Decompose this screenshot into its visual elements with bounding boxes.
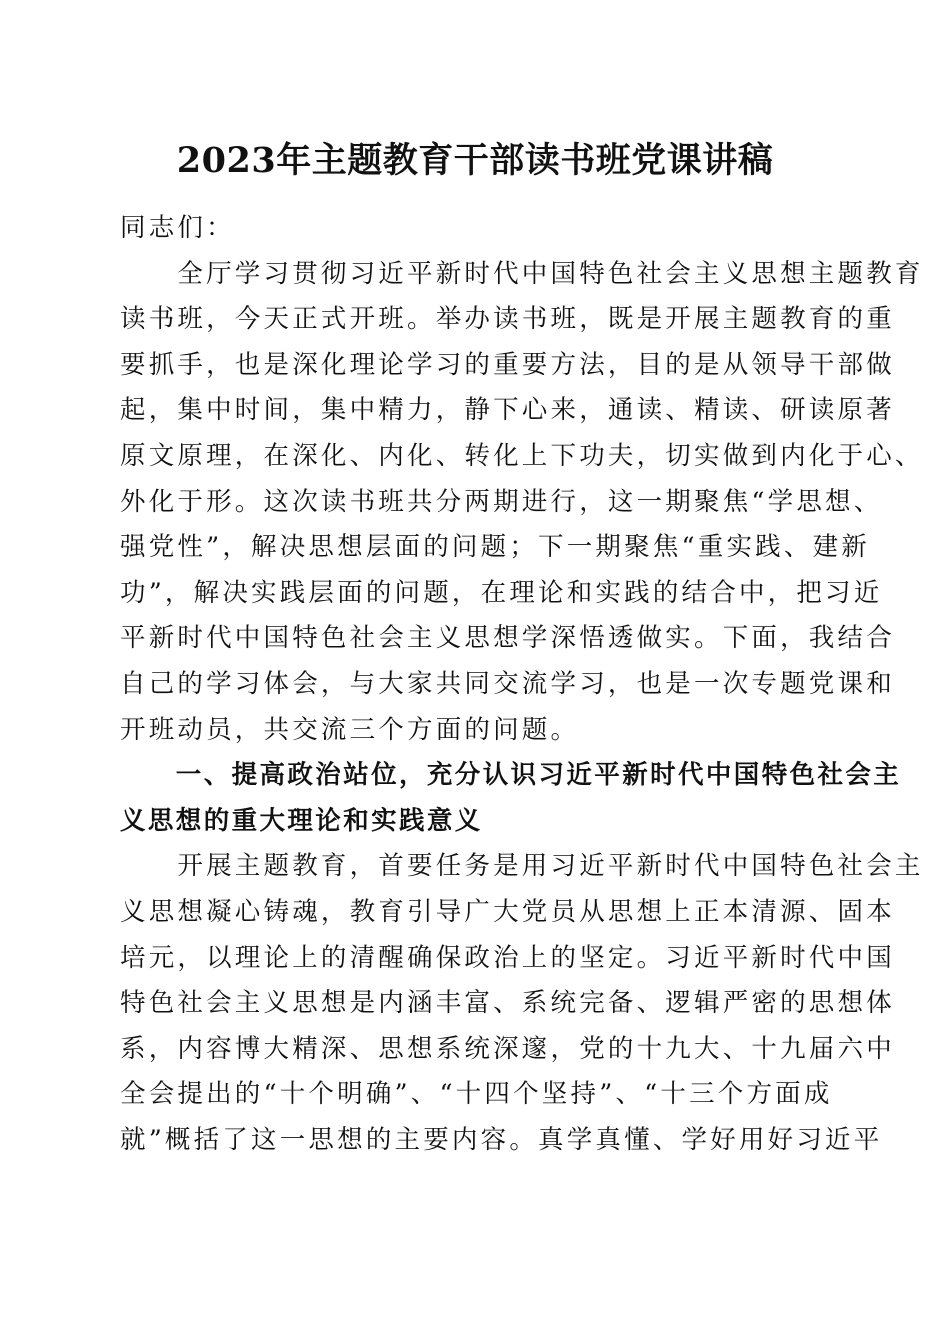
body-line: 开班动员，共交流三个方面的问题。	[120, 714, 580, 745]
body-line: 自己的学习体会，与大家共同交流学习，也是一次专题党课和	[120, 668, 895, 699]
document-body	[120, 206, 924, 1163]
body-line: 义思想凝心铸魂，教育引导广大党员从思想上正本清源、固本	[120, 896, 895, 927]
body-line: 全会提出的“十个明确”、“十四个坚持”、“十三个方面成	[120, 1079, 833, 1110]
section-heading-line: 义思想的重大理论和实践意义	[120, 805, 483, 836]
document-title: 2023年主题教育干部读书班党课讲稿	[176, 140, 774, 181]
body-line: 功”，解决实践层面的问题，在理论和实践的结合中，把习近	[120, 577, 883, 608]
section-heading-line: 一、提高政治站位，充分认识习近平新时代中国特色社会主	[120, 760, 902, 791]
body-line: 特色社会主义思想是内涵丰富、系统完备、逻辑严密的思想体	[120, 988, 895, 1019]
body-line: 读书班，今天正式开班。举办读书班，既是开展主题教育的重	[120, 304, 895, 335]
body-line: 系，内容博大精深、思想系统深邃，党的十九大、十九届六中	[120, 1033, 895, 1064]
body-line: 起，集中时间，集中精力，静下心来，通读、精读、研读原著	[120, 395, 895, 426]
salutation-line: 同志们：	[120, 213, 235, 243]
body-line: 平新时代中国特色社会主义思想学深悟透做实。下面，我结合	[120, 623, 895, 654]
body-line: 全厅学习贯彻习近平新时代中国特色社会主义思想主题教育	[120, 258, 924, 289]
body-line: 培元，以理论上的清醒确保政治上的坚定。习近平新时代中国	[120, 942, 895, 973]
body-line: 原文原理，在深化、内化、转化上下功夫，切实做到内化于心、	[120, 440, 924, 471]
body-line: 开展主题教育，首要任务是用习近平新时代中国特色社会主	[120, 851, 924, 882]
body-line: 要抓手，也是深化理论学习的重要方法，目的是从领导干部做	[120, 349, 895, 380]
body-line: 外化于形。这次读书班共分两期进行，这一期聚焦“学思想、	[120, 486, 883, 517]
body-line: 就”概括了这一思想的主要内容。真学真懂、学好用好习近平	[120, 1124, 883, 1155]
body-line: 强党性”，解决思想层面的问题；下一期聚焦“重实践、建新	[120, 532, 870, 563]
